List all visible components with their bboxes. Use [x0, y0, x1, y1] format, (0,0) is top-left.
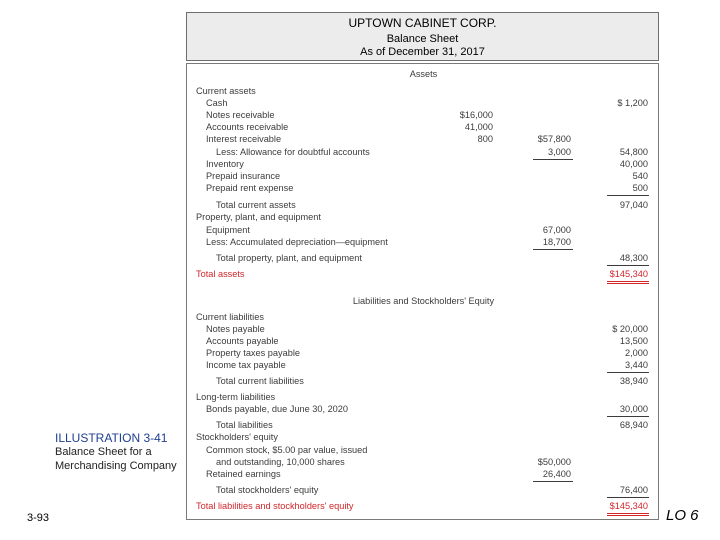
- total-current-liabilities-value: 38,940: [619, 376, 648, 386]
- property-taxes-value: 2,000: [625, 348, 648, 358]
- equity-underline: [607, 497, 649, 498]
- receivables-subtotal: $57,800: [537, 134, 571, 144]
- allowance-underline: [533, 159, 573, 160]
- inventory-label: Inventory: [206, 159, 244, 169]
- current-liabilities-underline: [607, 372, 649, 373]
- property-taxes-label: Property taxes payable: [206, 348, 300, 358]
- accounts-payable-label: Accounts payable: [206, 336, 279, 346]
- long-term-heading: Long-term liabilities: [196, 392, 276, 402]
- total-ppe-value: 48,300: [619, 253, 648, 263]
- prepaid-insurance-label: Prepaid insurance: [206, 171, 281, 181]
- current-assets-heading: Current assets: [196, 86, 256, 96]
- total-assets-double-underline-1: [607, 281, 649, 282]
- cash-value: $ 1,200: [617, 98, 648, 108]
- notes-receivable-label: Notes receivable: [206, 110, 275, 120]
- statement-title: Balance Sheet: [386, 33, 459, 45]
- total-assets-double-underline-2: [607, 283, 649, 284]
- illustration-number: ILLUSTRATION 3-41: [55, 431, 168, 445]
- cash-label: Cash: [206, 98, 228, 108]
- prepaid-insurance-value: 540: [632, 171, 648, 181]
- accounts-receivable-value: 41,000: [464, 122, 493, 132]
- company-name: UPTOWN CABINET CORP.: [348, 16, 497, 30]
- total-ppe-label: Total property, plant, and equipment: [216, 253, 362, 263]
- retained-underline: [533, 481, 573, 482]
- common-stock-label-2: and outstanding, 10,000 shares: [216, 457, 345, 467]
- total-liab-equity-double-underline-1: [607, 513, 649, 514]
- allowance-value: 3,000: [548, 147, 571, 157]
- current-assets-underline: [607, 195, 649, 196]
- total-liab-equity-label: Total liabilities and stockholders' equity: [196, 501, 354, 511]
- ppe-underline: [607, 265, 649, 266]
- illustration-caption: Balance Sheet for a Merchandising Company: [55, 446, 177, 472]
- total-equity-label: Total stockholders' equity: [216, 485, 319, 495]
- total-current-liabilities-label: Total current liabilities: [216, 376, 304, 386]
- total-assets-label: Total assets: [196, 269, 245, 279]
- total-current-assets-label: Total current assets: [216, 200, 296, 210]
- balance-sheet-body: [186, 63, 659, 520]
- income-tax-value: 3,440: [625, 360, 648, 370]
- accum-dep-underline: [533, 249, 573, 250]
- total-liabilities-label: Total liabilities: [216, 420, 273, 430]
- total-equity-value: 76,400: [619, 485, 648, 495]
- statement-date: As of December 31, 2017: [360, 46, 485, 58]
- net-receivables-value: 54,800: [619, 147, 648, 157]
- accum-dep-value: 18,700: [542, 237, 571, 247]
- assets-heading: Assets: [409, 69, 438, 79]
- slide-number: 3-93: [27, 512, 50, 524]
- common-stock-label-1: Common stock, $5.00 par value, issued: [206, 445, 368, 455]
- allowance-label: Less: Allowance for doubtful accounts: [216, 147, 370, 157]
- income-tax-label: Income tax payable: [206, 360, 286, 370]
- statement-header: [186, 12, 659, 61]
- total-liabilities-value: 68,940: [619, 420, 648, 430]
- equity-heading: Stockholders' equity: [196, 432, 278, 442]
- accounts-receivable-label: Accounts receivable: [206, 122, 289, 132]
- bonds-underline: [607, 416, 649, 417]
- prepaid-rent-label: Prepaid rent expense: [206, 183, 294, 193]
- notes-payable-value: $ 20,000: [612, 324, 648, 334]
- notes-receivable-value: $16,000: [459, 110, 493, 120]
- ppe-heading: Property, plant, and equipment: [196, 212, 321, 222]
- total-assets-value: $145,340: [609, 269, 648, 279]
- bonds-label: Bonds payable, due June 30, 2020: [206, 404, 349, 414]
- inventory-value: 40,000: [619, 159, 648, 169]
- interest-receivable-label: Interest receivable: [206, 134, 282, 144]
- accum-dep-label: Less: Accumulated depreciation—equipment: [206, 237, 388, 247]
- total-current-assets-value: 97,040: [619, 200, 648, 210]
- notes-payable-label: Notes payable: [206, 324, 265, 334]
- total-liab-equity-double-underline-2: [607, 515, 649, 516]
- bonds-value: 30,000: [619, 404, 648, 414]
- prepaid-rent-value: 500: [632, 183, 648, 193]
- equipment-label: Equipment: [206, 225, 250, 235]
- learning-objective-tag: LO 6: [666, 507, 699, 524]
- accounts-payable-value: 13,500: [619, 336, 648, 346]
- current-liabilities-heading: Current liabilities: [196, 312, 264, 322]
- common-stock-value: $50,000: [537, 457, 571, 467]
- retained-earnings-value: 26,400: [542, 469, 571, 479]
- equipment-value: 67,000: [542, 225, 571, 235]
- retained-earnings-label: Retained earnings: [206, 469, 281, 479]
- interest-receivable-value: 800: [477, 134, 493, 144]
- liabilities-equity-heading: Liabilities and Stockholders' Equity: [352, 296, 495, 306]
- total-liab-equity-value: $145,340: [609, 501, 648, 511]
